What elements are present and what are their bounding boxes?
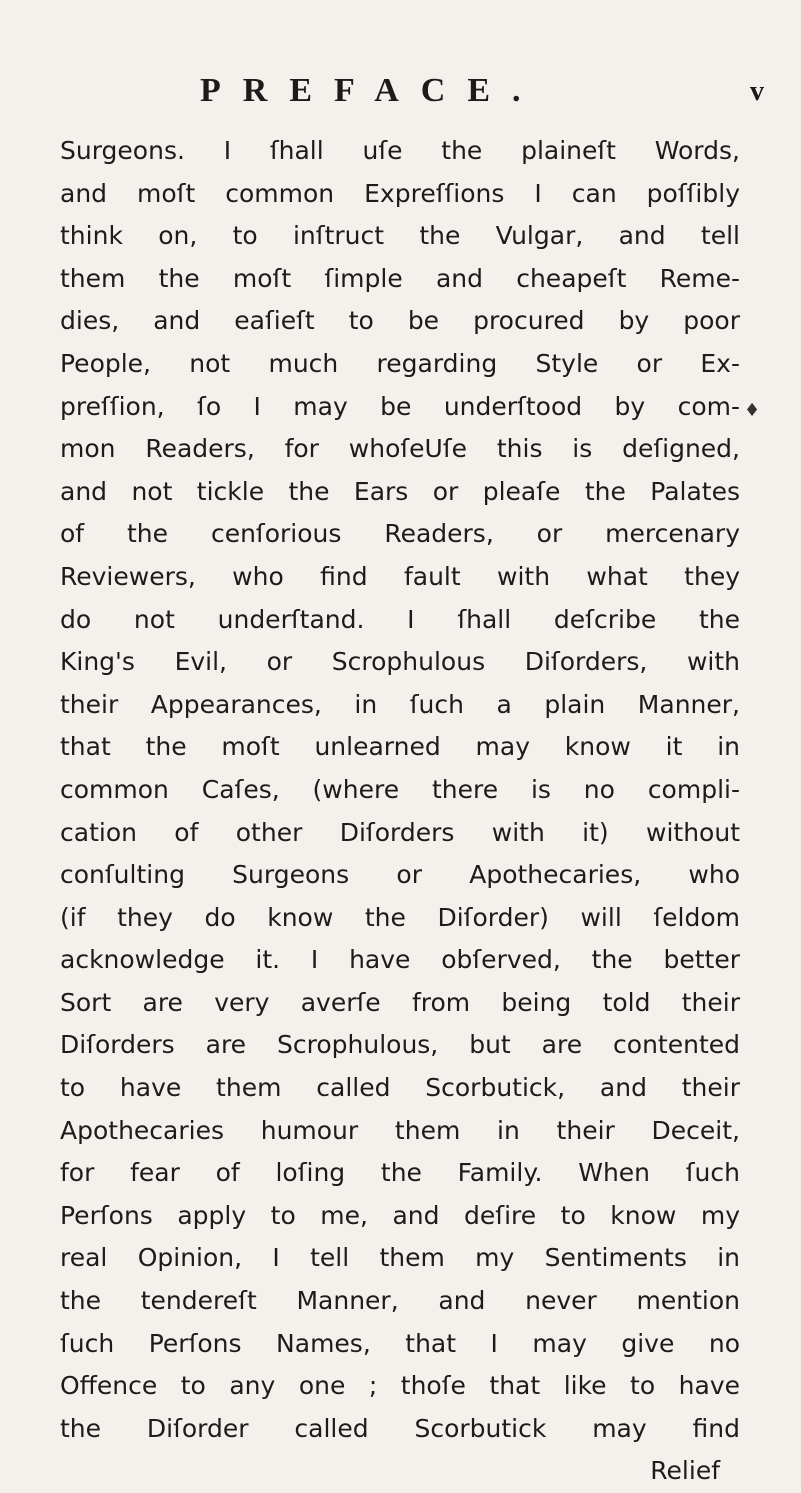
text-line: Diſorders are Scrophulous, but are contented [60,1030,740,1060]
text-line: real Opinion, I tell them my Sentiments in [60,1243,740,1273]
text-line: and moſt common Expreſſions I can poſſibly [60,178,740,208]
text-line: preſſion, ſo I may be underſtood by com- [60,391,740,421]
catchword: Relief [650,1456,720,1486]
text-line: to have them called Scorbutick, and their [60,1073,740,1103]
text-line: Apothecaries humour them in their Deceit, [60,1115,740,1145]
text-line: the tendereſt Manner, and never mention [60,1286,740,1316]
text-line: of the cenſorious Readers, or mercenary [60,519,740,549]
text-line: the Diſorder called Scorbutick may find [60,1413,740,1443]
text-line: acknowledge it. I have obſerved, the better [60,945,740,975]
text-line: Offence to any one ; thoſe that like to have [60,1371,740,1401]
text-line: cation of other Diſorders with it) without [60,817,740,847]
text-line: Surgeons. I ſhall uſe the plaineſt Words, [60,136,740,165]
running-header [0,72,801,116]
text-line: mon Readers, for whoſeUſe this is deſigned, [60,434,740,464]
text-line: do not underſtand. I ſhall deſcribe the [60,604,740,634]
text-line: Perſons apply to me, and deſire to know my [60,1200,740,1230]
text-line: dies, and eaſieſt to be procured by poor [60,306,740,336]
text-line: Sort are very averſe from being told their [60,987,740,1017]
text-line: King's Evil, or Scrophulous Diſorders, with [60,647,740,677]
page-number: v [750,76,764,107]
ink-mark-icon: ♦ [744,400,761,421]
text-line: think on, to inſtruct the Vulgar, and tell [60,221,740,251]
text-line: them the moſt ſimple and cheapeſt Reme- [60,263,740,293]
text-line: their Appearances, in ſuch a plain Manner, [60,689,740,719]
text-line: that the moſt unlearned may know it in [60,732,740,762]
header-title: PREFACE. [200,72,543,109]
text-line: (if they do know the Diſorder) will ſeldom [60,902,740,932]
body-text [60,130,740,1493]
text-line: Reviewers, who find fault with what they [60,561,740,591]
text-line: common Caſes, (where there is no compli- [60,774,740,804]
text-line: People, not much regarding Style or Ex- [60,348,740,378]
text-line: for fear of loſing the Family. When ſuch [60,1158,740,1188]
text-line: and not tickle the Ears or pleaſe the Palates [60,476,740,506]
text-line: ſuch Perſons Names, that I may give no [60,1328,740,1358]
text-line: conſulting Surgeons or Apothecaries, who [60,860,740,890]
